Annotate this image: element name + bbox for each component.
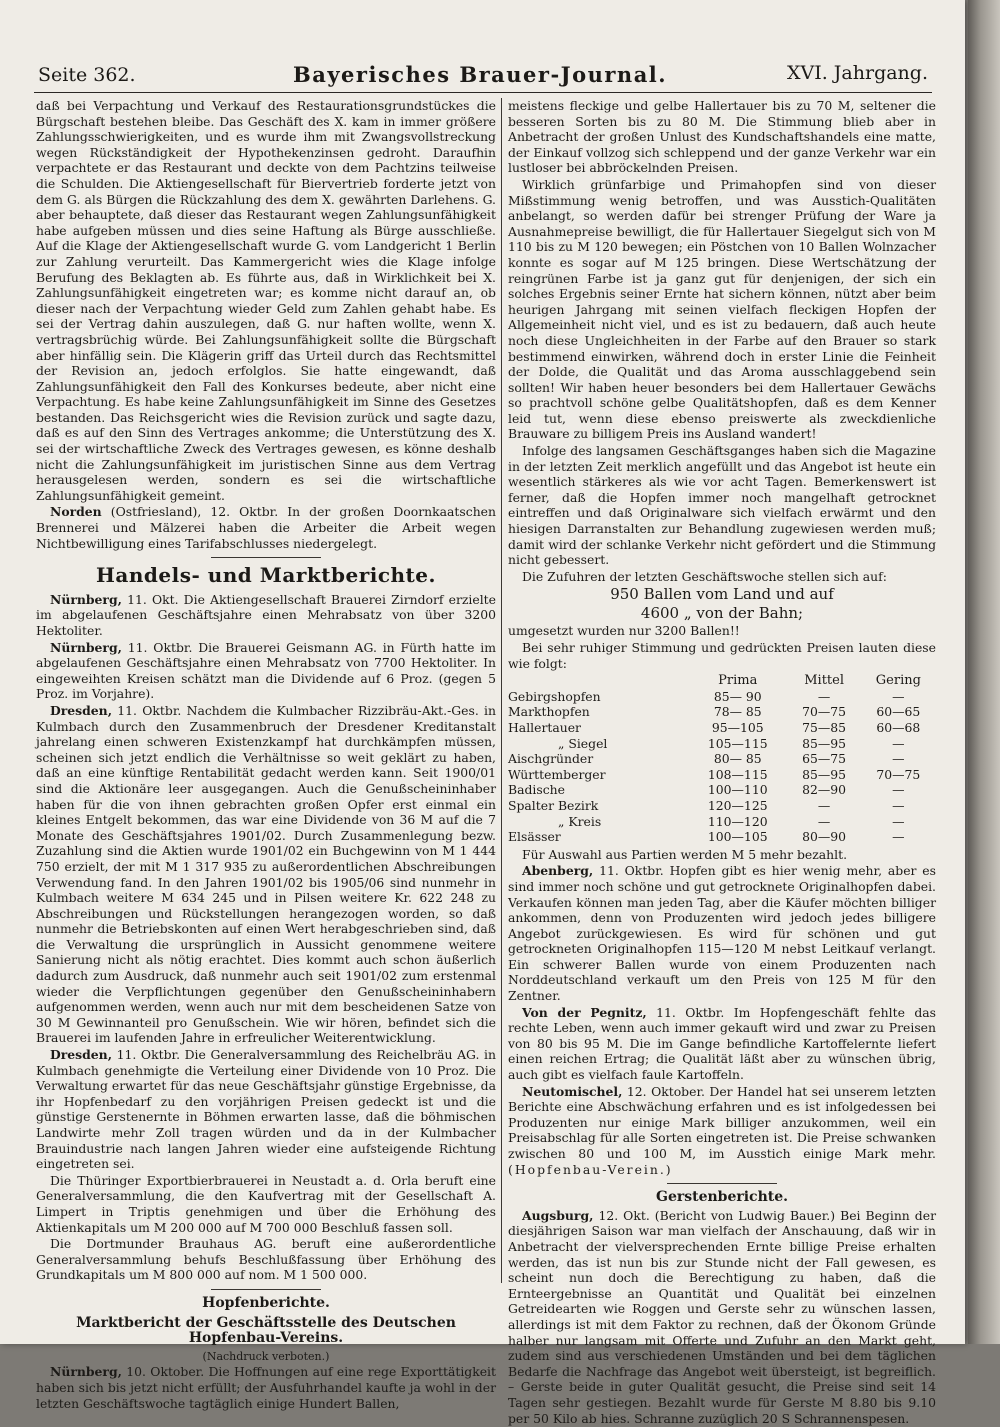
price-prima: 108—115 bbox=[707, 766, 768, 782]
news-item-dortmund: Die Dortmunder Brauhaus AG. beruft eine außerordentliche Generalversammlung behufs Beschlußfassung über Erhöhung des Grundkapitals um M 800 000 auf nom. M 1 500 000. bbox=[36, 1236, 496, 1283]
article-paragraph: Die Zufuhren der letzten Geschäftswoche stellen sich auf: bbox=[522, 568, 887, 584]
price-gering: — bbox=[892, 782, 905, 798]
price-prima: 110—120 bbox=[707, 813, 768, 829]
price-gering: 60—65 bbox=[876, 704, 921, 720]
price-gering: 70—75 bbox=[876, 766, 921, 782]
variety-name: Aischgründer bbox=[508, 751, 594, 767]
news-item-nuernberg bbox=[36, 640, 496, 702]
place-name: Nürnberg, bbox=[50, 1364, 122, 1380]
article-paragraph: Infolge des langsamen Geschäftsganges haben sich die Magazine in der letzten Zeit merklich angefüllt und das Angebot ist heute ein wesentlich stärkeres als wie vor acht Tagen. Bemerkenswert ist ferner, daß die Hopfen immer noch mangelhaft getrocknet eintreffen und daß Originalware sich vielfach erwärmt und den hiesigen Darranstalten zur Behandlung zugewiesen werden muß; damit wird der schlanke Verkehr nicht gefördert und die Stimmung nicht gebessert. bbox=[508, 443, 936, 568]
price-table-header bbox=[508, 673, 936, 689]
price-prima: 85— 90 bbox=[713, 688, 762, 704]
left-column bbox=[36, 98, 496, 1412]
article-paragraph: daß bei Verpachtung und Verkauf des Restaurationsgrundstückes die Bürgschaft bestehen bleibe. Das Geschäft des X. kam in immer größere Zahlungsschwierigkeiten, und es wurde ihm mit Zwangsvollstreckung wegen Rückständigkeit der Hypothekenzinsen gedroht. Daraufhin verpachtete er das Restaurant und deckte von dem Pachtzins teilweise die Schulden. Die Aktiengesellschaft für Biervertrieb forderte jetzt von dem G. als Bürgen die Rückzahlung des dem X. gewährten Darlehens. G. aber behauptete, daß dieser das Restaurant wegen Zahlungsunfähigkeit habe aufgeben müssen und dies seine Haftung als Bürge ausschließe. Auf die Klage der Aktiengesellschaft wurde G. vom Landgericht 1 Berlin zur Zahlung verurteilt. Das Kammergericht wies die Klage infolge Berufung des Beklagten ab. Es führte aus, daß in Wirklichkeit bei X. Zahlungsunfähigkeit eingetreten war; es komme nicht darauf an, ob dieser nach der Verpachtung wieder Geld zum Zahlen gehabt habe. Es sei der Vertrag dahin auszulegen, daß G. nur haften wollte, wenn X. vertragsbrüchig würde. Bei Zahlungsunfähigkeit sollte die Bürgschaft aber hinfällig sein. Die Klägerin griff das Urteil durch das Rechtsmittel der Revision an, jedoch erfolglos. Sie hatte eingewandt, daß Zahlungsunfähigkeit den Fall des Konkurses bedeute, aber nicht eine Verpachtung. Es habe keine Zahlungsunfähigkeit im Sinne des Gesetzes bestanden. Das Reichsgericht wies die Revision zurück und sagte dazu, daß es auf den Sinn des Vertrages ankomme; die Unterstützung des X. sei der wirtschaftliche Zweck des Vertrages gewesen, es könne deshalb nicht die Zahlungsunfähigkeit im juristischen Sinne aus dem Vertrag herausgelesen werden, sondern es sei die wirtschaftliche Zahlungsunfähigkeit gemeint. bbox=[36, 98, 496, 503]
price-prima: 95—105 bbox=[711, 719, 764, 735]
price-prima: 105—115 bbox=[707, 735, 768, 751]
news-text: 11. Oktbr. Nachdem die Kulmbacher Rizzibräu-Akt.-Ges. in Kulmbach durch den Zusammenbruch der Dresdener Kreditanstalt jahrelang einen schweren Existenzkampf hat durchkämpfen müssen, scheinen sich jetzt endlich die Verhältnisse so weit geklärt zu haben, daß an eine künftige Rentabilität gedacht werden kann. Seit 1900/01 sind die Aktionäre leer ausgegangen. Auch die Genußscheininhaber haben für die von ihnen gebrachten großen Opfer erst einmal ein kleines Entgelt bekommen, das war eine Dividende von 36 M auf die 7 Monate des Geschäftsjahres 1901/02. Durch Zusammenlegung bezw. Zuzahlung sind die Aktien wurde 1901/02 ein Buchgewinn von M 1 444 750 erzielt, der mit M 1 317 935 zu außerordentlichen Abschreibungen Verwendung fand. In den Jahren 1901/02 bis 1905/06 sind nunmehr in Kulmbach weitere M 634 245 und in Pilsen weitere Kr. 622 248 zu Abschreibungen und Rückstellungen herangezogen worden, so daß nunmehr die Betriebskonten auf einen Wert herabgeschrieben sind, daß die Verwaltung die ursprünglich in Aussicht genommene weitere Sanierung nicht als nötig erachtet. Dies kommt auch schon äußerlich dadurch zum Ausdruck, daß nunmehr auch seit 1901/02 zum erstenmal wieder die Verpflichtungen gegenüber den Genußscheininhabern aufgenommen werden, wenn auch nur mit dem bescheidenen Satze von 30 M Gewinnanteil pro Genußschein. Wie wir hören, befindet sich die Brauerei im laufenden Jahre in erfreulicher Weiterentwicklung. bbox=[36, 702, 496, 1046]
price-mittel: — bbox=[817, 797, 831, 813]
place-name: Augsburg, bbox=[522, 1207, 594, 1223]
price-table bbox=[508, 673, 936, 845]
price-mittel: 82—90 bbox=[802, 782, 847, 798]
right-column bbox=[508, 98, 936, 1427]
place-name: Dresden, bbox=[50, 1047, 113, 1063]
supply-line: 950 Ballen vom Land und auf bbox=[610, 585, 834, 604]
place-name: Nürnberg, bbox=[50, 591, 122, 607]
journal-title: Bayerisches Brauer-Journal. bbox=[293, 62, 668, 87]
article-paragraph: Wirklich grünfarbige und Primahopfen sind von dieser Mißstimmung wenig betroffen, und was Ausstich-Qualitäten anbelangt, so werden dafür bei strenger Prüfung der Ware ja Ausnahmepreise bewilligt, die für Hallertauer Siegelgut sich von M 110 bis zu M 120 bewegen; ein Pöstchen von 10 Ballen Wolnzacher konnte es sogar auf M 125 bringen. Diese Wertschätzung der reingrünen Farbe ist ja ganz gut für denjenigen, der sich ein solches Ergebnis seiner Ernte hat sichern können, nützt aber beim heurigen Jahrgang mit seinen vielfach fleckigen Hopfen der Allgemeinheit nicht viel, und es ist zu bedauern, daß auch heute noch diese Ungleichheiten in der Farbe auf den Brauer so stark bestimmend einwirken, während doch in erster Linie die Feinheit der Dolde, die Qualität und das Aroma ausschlaggebend sein sollten! Wir haben heuer besonders bei dem Hallertauer Gewächs so prachtvoll schöne gelbe Qualitätshopfen, daß es dem Kenner leid tut, wenn diese ebenso preiswerte als zweckdienliche Brauware zu billigem Preis ins Ausland wandert! bbox=[508, 176, 936, 442]
price-prima: 120—125 bbox=[707, 797, 768, 813]
hopfen-section-title: Hopfenberichte. bbox=[202, 1294, 330, 1311]
price-gering: — bbox=[892, 751, 905, 767]
place-name: Neutomischel, bbox=[522, 1083, 623, 1099]
news-item-neutomischel bbox=[508, 1084, 936, 1178]
news-item-norden bbox=[36, 504, 496, 551]
price-prima: 100—110 bbox=[707, 782, 768, 798]
price-mittel: 65—75 bbox=[802, 751, 847, 767]
price-mittel: 75—85 bbox=[802, 719, 847, 735]
scan-edge bbox=[968, 0, 1000, 1344]
place-name: Abenberg, bbox=[522, 863, 594, 879]
supply-line: 4600 „ von der Bahn; bbox=[640, 604, 804, 623]
news-text: (Ostfriesland), 12. Oktbr. In der großen Doornkaatschen Brennerei und Mälzerei haben die Arbeiter die Arbeit wegen Nichtbewilligung eines Tarifabschlusses niedergelegt. bbox=[36, 504, 496, 551]
price-mittel: — bbox=[817, 688, 831, 704]
news-item-thueringer: Die Thüringer Exportbierbrauerei in Neustadt a. d. Orla beruft eine Generalversammlung, die den Kaufvertrag mit der Gesellschaft A. Limpert in Triptis genehmigen und über die Erhöhung des Aktienkapitals um M 200 000 auf M 700 000 Beschluß fassen soll. bbox=[36, 1172, 496, 1235]
price-row bbox=[508, 814, 936, 830]
price-row bbox=[508, 720, 936, 736]
article-paragraph: umgesetzt wurden nur 3200 Ballen!! bbox=[508, 623, 740, 639]
price-prima: 80— 85 bbox=[713, 751, 762, 767]
column-divider bbox=[501, 98, 502, 1283]
news-text: 11. Oktbr. Die Generalversammlung des Reichelbräu AG. in Kulmbach genehmigte die Verteilung einer Dividende von 10 Proz. Die Verwaltung erwartet für das neue Geschäftsjahr günstige Ergebnisse, da ihr Hopfenbedarf zu den vorjährigen Preisen gedeckt ist und die günstige Gerstenernte in Böhmen erwarten lasse, daß die böhmischen Landwirte mehr Zoll tragen würden und da in der Kulmbacher Brauindustrie nach langen Jahren wieder eine aufsteigende Richtung eingetreten sei. bbox=[36, 1047, 496, 1172]
price-row bbox=[508, 704, 936, 720]
price-gering: — bbox=[892, 797, 905, 813]
price-row bbox=[508, 689, 936, 705]
volume-label: XVI. Jahrgang. bbox=[786, 62, 928, 84]
news-text: 11. Oktbr. Die Brauerei Geismann AG. in Fürth hatte im abgelaufenen Geschäftsjahre einen Mehrabsatz von 7700 Hektoliter. In eingeweihten Kreisen schätzt man die Dividende auf 6 Proz. (gegen 5 Proz. im Vorjahre). bbox=[36, 639, 496, 702]
variety-name: Württemberger bbox=[508, 766, 606, 782]
price-gering: — bbox=[892, 688, 905, 704]
news-item-dresden bbox=[36, 703, 496, 1046]
column-header: Mittel bbox=[804, 673, 844, 689]
column-header: Gering bbox=[875, 673, 921, 689]
news-item-abenberg bbox=[508, 863, 936, 1003]
price-prima: 100—105 bbox=[707, 829, 768, 845]
price-gering: — bbox=[892, 829, 905, 845]
page-header bbox=[38, 62, 928, 92]
article-paragraph: meistens fleckige und gelbe Hallertauer bis zu 70 M, seltener die besseren Sorten bis zu 80 M. Die Stimmung blieb aber in Anbetracht der großen Unlust des Kundschaftshandels eine matte, der Einkauf vollzog sich schleppend und der ganze Verkehr war ein lustloser bei abbröckelnden Preisen. bbox=[508, 98, 936, 176]
news-text: 11. Oktbr. Hopfen gibt es hier wenig mehr, aber es sind immer noch schöne und gut getrocknete Originalhopfen dabei. Verkaufen können man jeden Tag, aber die Käufer möchten billiger ankommen, denn von Produzenten wird jedoch jedes billigere Angebot zurückgewiesen. Es wird für schönen und gut getrockneten Originalhopfen 115—120 M nebst Leitkauf verlangt. Ein schwerer Ballen wurde von einem Produzenten nach Norddeutschland verkauft um den Preis von 125 M für den Zentner. bbox=[508, 863, 936, 1004]
price-mittel: 85—95 bbox=[802, 735, 847, 751]
variety-name: „ Siegel bbox=[558, 735, 608, 751]
price-row bbox=[508, 751, 936, 767]
price-row bbox=[508, 767, 936, 783]
news-text: 12. Okt. (Bericht von Ludwig Bauer.) Bei Beginn der diesjährigen Saison war man vielfach der Anschauung, daß wir in Anbetracht der vielversprechenden Ernte billige Preise erhalten werden, das ist nun bis zur Stunde nicht der Fall gewesen, es scheint nun doch die Berechtigung zu haben, daß die Ernteergebnisse an Quantität und Qualität bei einzelnen Getreidearten wie Roggen und Gerste sehr zu wünschen lassen, allerdings ist mit dem Faktor zu rechnen, daß der Ökonom Gründe halber nur langsam mit Offerte und Zufuhr an den Markt geht, zudem sind aus verschiedenen Umständen und bei dem täglichen Bedarfe die Nachfrage das Angebot weit übersteigt, ist begreiflich. – Gerste beide in guter Qualität gesucht, die Preise sind seit 14 Tagen sehr gestiegen. Bezahlt wurde für Gerste M 8.80 bis 9.10 per 50 Kilo ab hies. Schranne zuzüglich 20 S Schrannenspesen. bbox=[508, 1207, 936, 1426]
variety-name: „ Kreis bbox=[558, 813, 602, 829]
market-report-title: Marktbericht der Geschäftsstelle des Deutschen Hopfenbau-Vereins. bbox=[76, 1314, 456, 1347]
price-gering: 60—68 bbox=[876, 719, 921, 735]
price-mittel: 85—95 bbox=[802, 766, 847, 782]
section-rule bbox=[211, 1289, 321, 1290]
variety-name: Hallertauer bbox=[508, 719, 581, 735]
variety-name: Spalter Bezirk bbox=[508, 797, 599, 813]
price-mittel: — bbox=[817, 813, 831, 829]
place-name: Nürnberg, bbox=[50, 639, 122, 655]
news-item-dresden bbox=[36, 1047, 496, 1172]
price-row bbox=[508, 736, 936, 752]
news-item-pegnitz bbox=[508, 1005, 936, 1083]
news-text: 10. Oktober. Die Hoffnungen auf eine rege Exporttätigkeit haben sich bis jetzt nicht erfüllt; der Ausfuhrhandel kaufte ja wohl in der letzten Geschäftswoche tagtäglich einige Hundert Ballen, bbox=[36, 1364, 496, 1411]
news-text: 11. Oktbr. Im Hopfengeschäft fehlte das rechte Leben, wenn auch immer gekauft wird und zwar zu Preisen von 80 bis 95 M. Die im Gange befindliche Kartoffelernte liefert einen reichen Ertrag; die Qualität läßt aber zu wünschen übrig, auch gibt es vielfach faule Kartoffeln. bbox=[508, 1004, 936, 1083]
variety-name: Markthopfen bbox=[508, 704, 590, 720]
article-paragraph: Bei sehr ruhiger Stimmung und gedrückten Preisen lauten diese wie folgt: bbox=[508, 640, 936, 671]
price-row bbox=[508, 798, 936, 814]
section-title: Handels- und Marktberichte. bbox=[96, 563, 436, 588]
price-mittel: 70—75 bbox=[802, 704, 847, 720]
price-row bbox=[508, 829, 936, 845]
reprint-notice: (Nachdruck verboten.) bbox=[202, 1349, 330, 1363]
news-item-nuernberg-hopfen bbox=[36, 1364, 496, 1411]
section-rule bbox=[211, 557, 321, 558]
place-name: Dresden, bbox=[50, 702, 113, 718]
price-gering: — bbox=[892, 735, 905, 751]
gerste-section-title: Gerstenberichte. bbox=[655, 1189, 788, 1206]
price-prima: 78— 85 bbox=[713, 704, 762, 720]
place-name: Von der Pegnitz, bbox=[522, 1004, 647, 1020]
section-rule bbox=[667, 1183, 777, 1184]
source-note: (Hopfenbau-Verein.) bbox=[508, 1161, 673, 1177]
column-header: Prima bbox=[718, 673, 758, 689]
price-gering: — bbox=[892, 813, 905, 829]
article-paragraph: Für Auswahl aus Partien werden M 5 mehr bezahlt. bbox=[522, 846, 848, 862]
news-text: 12. Oktober. Der Handel hat sei unserem letzten Berichte eine Abschwächung erfahren und es ist infolgedessen bei Produzenten nur einige Mark billiger anzukommen, weil ein Preisabschlag für alle Sorten eingetreten ist. Die Preise schwanken zwischen 80 und 100 M, im Ausstich einige Mark mehr. bbox=[508, 1083, 936, 1161]
news-item-nuernberg bbox=[36, 592, 496, 639]
price-mittel: 80—90 bbox=[802, 829, 847, 845]
page-number: Seite 362. bbox=[38, 64, 136, 86]
variety-name: Gebirgshopfen bbox=[508, 688, 601, 704]
variety-name: Badische bbox=[508, 782, 565, 798]
news-item-augsburg bbox=[508, 1208, 936, 1426]
price-row bbox=[508, 782, 936, 798]
header-rule bbox=[34, 92, 932, 93]
news-text: 11. Okt. Die Aktiengesellschaft Brauerei Zirndorf erzielte im abgelaufenen Geschäftsjahre einen Mehrabsatz von über 3200 Hektoliter. bbox=[36, 591, 496, 638]
variety-name: Elsässer bbox=[508, 829, 561, 845]
place-name: Norden bbox=[50, 504, 102, 520]
